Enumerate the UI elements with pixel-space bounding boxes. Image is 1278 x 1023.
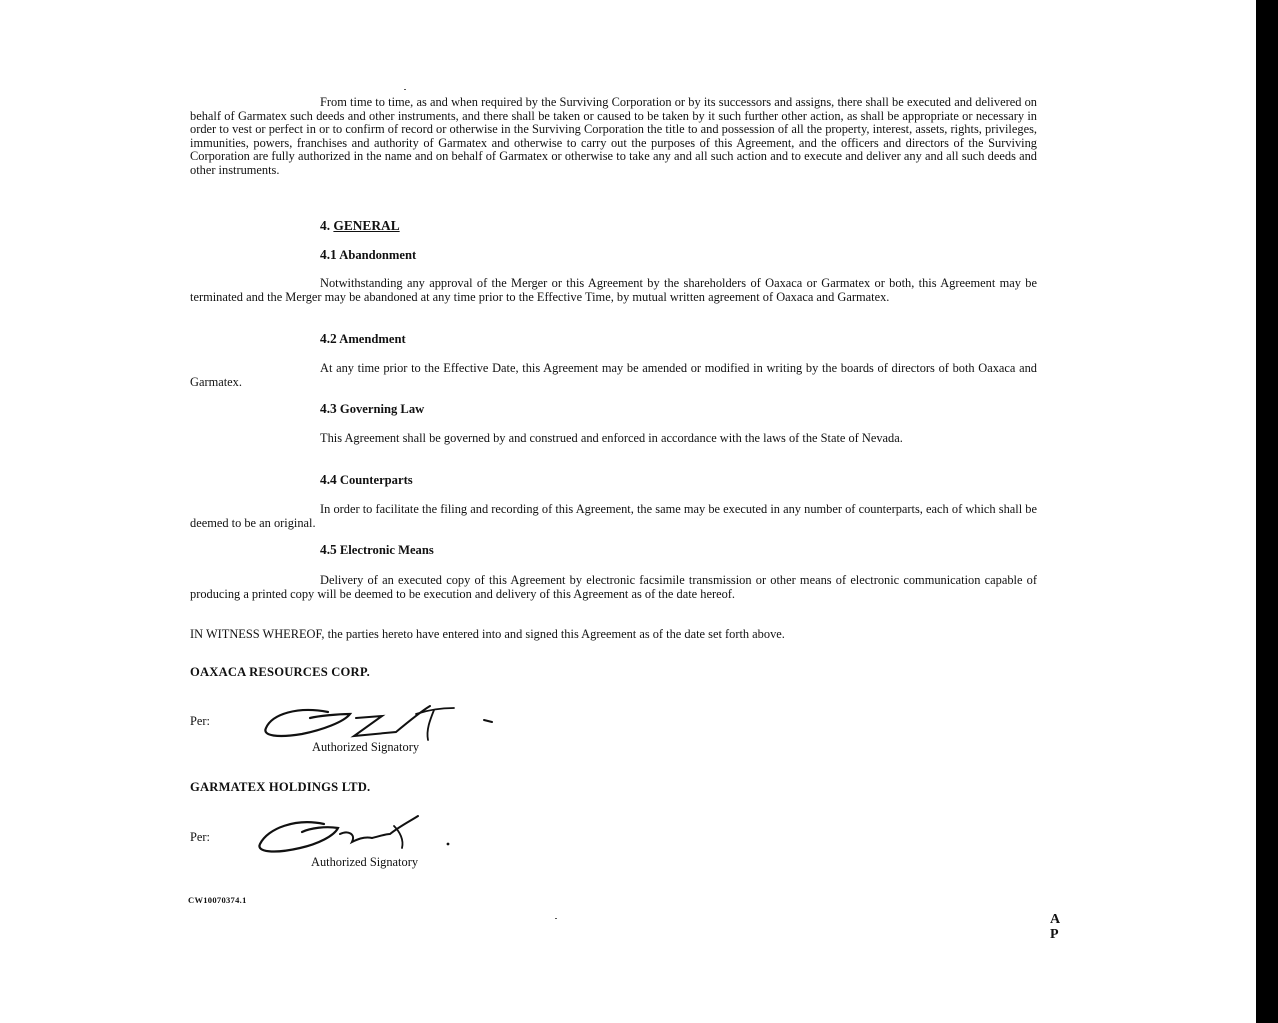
subsection-title: Governing Law (339, 402, 425, 416)
subsection-number: 4.3 (320, 401, 337, 416)
section-number: 4. (320, 218, 331, 233)
scan-speck (404, 89, 406, 90)
subsection-number: 4.5 (320, 542, 337, 557)
company-name-oaxaca: OAXACA RESOURCES CORP. (190, 665, 370, 679)
subsection-heading-amendment (320, 332, 406, 346)
subsection-heading-counterparts (320, 473, 413, 487)
paragraph-abandonment: Notwithstanding any approval of the Merger or this Agreement by the shareholders of Oaxaca or Garmatex or both, this Agreement may be terminated and the Merger may be abandoned at any time prior to the Effective Time, by mutual written agreement of Oaxaca and Garmatex. (190, 276, 1037, 304)
paragraph-electronic-means: Delivery of an executed copy of this Agreement by electronic facsimile transmission or other means of electronic communication capable of producing a printed copy will be deemed to be execution and delivery of this Agreement as of the date hereof. (190, 573, 1037, 601)
subsection-title: Counterparts (339, 473, 413, 487)
subsection-heading-governing-law (320, 402, 424, 416)
subsection-number: 4.2 (320, 331, 337, 346)
stamp-letter: A (1050, 912, 1061, 927)
subsection-title: Electronic Means (339, 543, 434, 557)
page-stamp (1050, 912, 1060, 942)
authorized-signatory-label: Authorized Signatory (312, 740, 420, 754)
company-name-garmatex: GARMATEX HOLDINGS LTD. (190, 780, 371, 794)
subsection-title: Amendment (339, 332, 406, 346)
paragraph-amendment: At any time prior to the Effective Date, this Agreement may be amended or modified in writing by the boards of directors of both Oaxaca and Garmatex. (190, 361, 1037, 389)
subsection-heading-abandonment (320, 248, 416, 262)
signature-garmatex (252, 812, 462, 858)
scan-speck (555, 918, 557, 919)
per-label: Per: (190, 830, 210, 844)
paragraph-further-assurances: From time to time, as and when required by the Surviving Corporation or by its successors and assigns, there shall be executed and delivered on behalf of Garmatex such deeds and other instruments, and there shall be taken or caused to be taken by it such further other action, as shall be appropriate or necessary in order to vest or perfect in or to confirm of record or otherwise in the Surviving Corporation the title to and possession of all the property, interest, assets, rights, privileges, immunities, powers, franchises and authority of Garmatex and otherwise to carry out the purposes of this Agreement, and the officers and directors of the Surviving Corporation are fully authorized in the name and on behalf of Garmatex or otherwise to take any and all such action and to execute and deliver any and all such deeds and other instruments. (190, 95, 1037, 177)
document-id: CW10070374.1 (188, 895, 247, 905)
authorized-signatory-label: Authorized Signatory (311, 855, 419, 869)
subsection-number: 4.4 (320, 472, 337, 487)
subsection-heading-electronic-means (320, 543, 434, 557)
section-title: GENERAL (333, 218, 400, 233)
stamp-letter: P (1050, 927, 1059, 942)
paragraph-in-witness: IN WITNESS WHEREOF, the parties hereto have entered into and signed this Agreement as of the date set forth above. (190, 627, 785, 641)
subsection-number: 4.1 (320, 247, 337, 262)
paragraph-governing-law: This Agreement shall be governed by and construed and enforced in accordance with the laws of the State of Nevada. (320, 431, 903, 445)
section-heading-general (320, 219, 400, 233)
scan-border (1256, 0, 1278, 1023)
per-label: Per: (190, 714, 210, 728)
paragraph-counterparts: In order to facilitate the filing and recording of this Agreement, the same may be executed in any number of counterparts, each of which shall be deemed to be an original. (190, 502, 1037, 530)
subsection-title: Abandonment (339, 248, 417, 262)
